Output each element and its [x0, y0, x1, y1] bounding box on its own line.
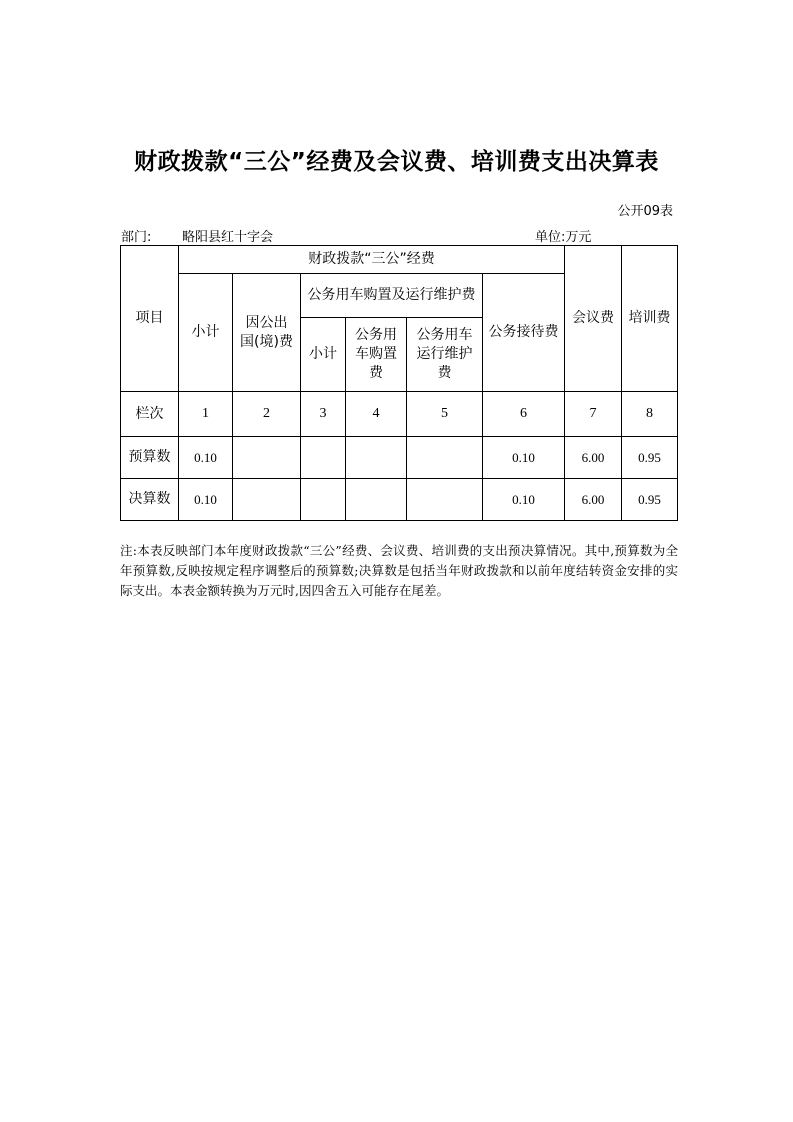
table-cell: 0.95 — [622, 479, 678, 521]
table-cell: 0.10 — [179, 437, 233, 479]
column-number: 1 — [179, 392, 233, 437]
header-abroad — [233, 274, 301, 392]
column-number: 6 — [483, 392, 565, 437]
column-number: 4 — [346, 392, 407, 437]
table-cell — [407, 437, 483, 479]
table-row-budget — [121, 437, 678, 479]
expense-table — [120, 245, 678, 521]
header-reception: 公务接待费 — [483, 274, 565, 392]
header-three-public-group: 财政拨款“三公”经费 — [179, 246, 565, 274]
table-cell — [233, 479, 301, 521]
header-vehicle-subtotal: 小计 — [301, 318, 346, 392]
column-number: 2 — [233, 392, 301, 437]
table-cell — [346, 437, 407, 479]
table-cell: 6.00 — [565, 437, 622, 479]
header-vehicle-operation-text: 公务用车运行维护费 — [416, 327, 473, 381]
row-label-final: 决算数 — [121, 479, 179, 521]
page-title: 财政拨款“三公”经费及会议费、培训费支出决算表 — [134, 149, 659, 175]
table-row-final — [121, 479, 678, 521]
table-cell: 0.95 — [622, 437, 678, 479]
table-cell — [301, 479, 346, 521]
column-number: 8 — [622, 392, 678, 437]
department-value: 略阳县红十字会 — [182, 230, 274, 245]
header-vehicle-operation — [407, 318, 483, 392]
table-cell: 6.00 — [565, 479, 622, 521]
table-cell: 0.10 — [483, 479, 565, 521]
column-row-label: 栏次 — [121, 392, 179, 437]
column-number: 7 — [565, 392, 622, 437]
header-meeting: 会议费 — [565, 246, 622, 392]
header-training: 培训费 — [622, 246, 678, 392]
column-number: 5 — [407, 392, 483, 437]
header-subtotal: 小计 — [179, 274, 233, 392]
department-label: 部门: — [121, 230, 152, 245]
table-cell: 0.10 — [179, 479, 233, 521]
table-cell — [407, 479, 483, 521]
table-cell — [301, 437, 346, 479]
table-cell: 0.10 — [483, 437, 565, 479]
unit-label: 单位:万元 — [535, 230, 592, 245]
footnote: 注:本表反映部门本年度财政拨款“三公”经费、会议费、培训费的支出预决算情况。其中,预算数为全年预算数,反映按规定程序调整后的预算数;决算数是包括当年财政拨款和以前年度结转资金安排的实际支出。本表金额转换为万元时,因四舍五入可能存在尾差。 — [120, 543, 678, 598]
header-item: 项目 — [121, 246, 179, 392]
table-cell — [346, 479, 407, 521]
table-code: 公开09表 — [617, 204, 673, 219]
table-cell — [233, 437, 301, 479]
header-vehicle-group: 公务用车购置及运行维护费 — [301, 274, 483, 318]
header-vehicle-purchase-text: 公务用车购置费 — [355, 327, 397, 381]
row-label-budget: 预算数 — [121, 437, 179, 479]
header-vehicle-purchase — [346, 318, 407, 392]
header-abroad-text: 因公出国(境)费 — [240, 314, 293, 350]
column-number: 3 — [301, 392, 346, 437]
